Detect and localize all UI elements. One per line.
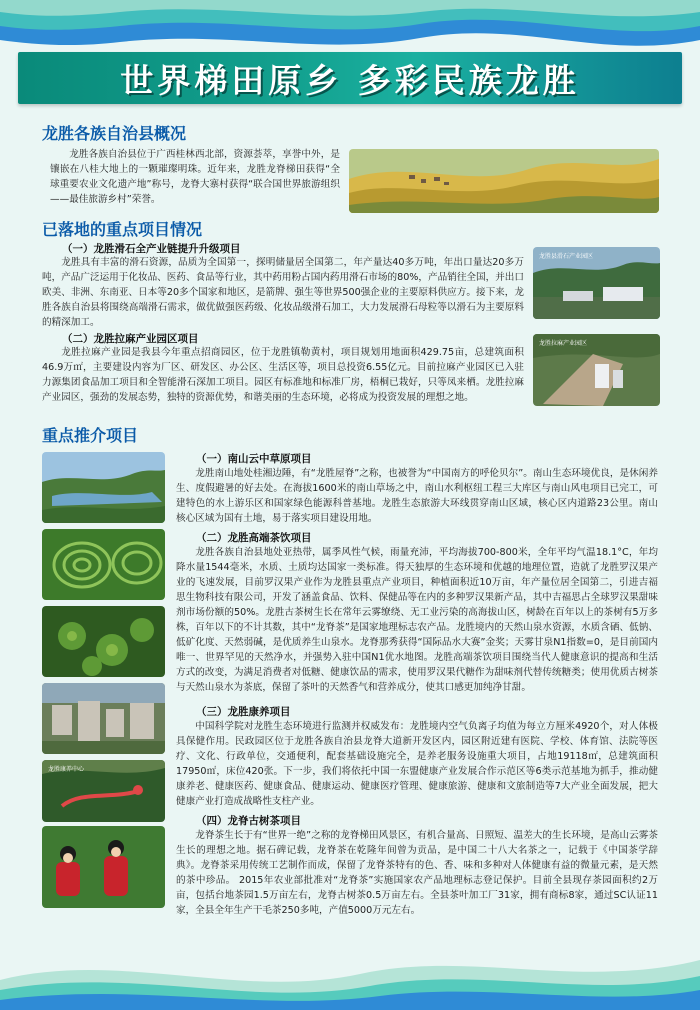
landed-item-text: 龙胜具有丰富的滑石资源，品质为全国第一，探明储量居全国第二，年产量达40多万吨，年出口量达20多万吨，产品广泛运用于化妆品、医药、食品等行业，其中药用粉占国内药用滑石市场的80%，产品销往全国，并出口欧美、非洲、东南亚、日本等20多个国家和地区，是箭牌、强生等世界500强企业的主要原料供应方。接下来，龙胜各族自治县将围绕高端滑石需求，做优做强医药级、化妆品级滑石加工，大力发展滑石母粒等以滑石为主要原料的精深加工。 xyxy=(42,257,524,328)
tea-garden-photo xyxy=(42,529,165,600)
banner-title: 世界梯田原乡 多彩民族龙胜 xyxy=(120,60,580,100)
recommended-item-title: （一）南山云中草原项目 xyxy=(196,453,312,465)
recommended-heading: 重点推介项目 xyxy=(42,426,139,445)
wellness-photo-caption: 龙胜康养中心 xyxy=(48,766,85,773)
town-aerial-photo xyxy=(42,683,165,754)
tea-pickers-photo xyxy=(42,826,165,908)
recommended-item-title: （二）龙胜高端茶饮项目 xyxy=(196,532,312,544)
landed-heading: 已落地的重点项目情况 xyxy=(42,220,203,239)
recommended-item-text: 中国科学院对龙胜生态环境进行监测并权威发布：龙胜境内空气负离子均值为每立方厘米4920个，对人体极具保健作用。民政园区位于龙胜各族自治县龙脊大道新开发区内，园区附近建有医院、学校、体育馆、法院等医疗、文化、行政单位，交通便利，配套基础设施完全，是养老服务设施重大项目，占地19118㎡，总建筑面积17950㎡，床位420张。下一步，我们将依托中国一东盟健康产业发展合作示范区等6类示范基地为抓手，推动健康养老、健康医药、健康食品、健康运动、健康医疗管理、健康旅游、健康和文旅制造等7大产业全面发展，把大健康产业打造成战略性支柱产业。 xyxy=(176,721,658,807)
landed-item-title: （二）龙胜拉麻产业园区项目 xyxy=(62,333,199,345)
overview-photo-terraces xyxy=(349,149,659,213)
bottom-wave-decoration xyxy=(0,930,700,1010)
wellness-center-photo xyxy=(42,760,165,822)
talc-industrial-park-photo xyxy=(533,247,660,319)
talc-photo-caption: 龙胜县滑石产业园区 xyxy=(539,253,594,260)
recommended-item-text: 龙胜南山地处桂湘边陲，有“龙胜屋脊”之称，也被誉为“中国南方的呼伦贝尔”。南山生态环境优良，是休闲养生、度假避暑的好去处。在海拔1600米的南山草场之中，南山水利枢纽工程三大库区与南山风电项目已完工，可建特色的水上游乐区和国家绿色能源科普基地。龙胜生态旅游大环线贯穿南山区域，核心区内道路23公里。南山核心区域为国有土地，易于落实项目建设用地。 xyxy=(176,468,658,524)
landed-item-text: 龙胜拉麻产业园是我县今年重点招商园区，位于龙胜镇勒黄村，项目规划用地面积429.75亩，总建筑面积46.9万㎡，主要建设内容为厂区、研发区、办公区、生活区等，项目总投资6.55亿元。目前拉麻产业园区已入驻力源集团食品加工项目和全智能滑石深加工项目。园区有标准地和标准厂房，梧桐已栽好，只等凤来栖。龙胜拉麻产业园区，强劲的发展态势，独特的资源优势，和谐美丽的生态环境，必将成为投资发展的理想之地。 xyxy=(42,347,524,403)
landed-item-title: （一）龙胜滑石全产业链提升升级项目 xyxy=(62,243,241,255)
overview-heading: 龙胜各族自治县概况 xyxy=(42,124,187,143)
recommended-item-text: 龙脊茶生长于有“世界一绝”之称的龙脊梯田风景区，有机合量高、日照短、温差大的生长环境，是高山云雾茶生长的理想之地。据石碑记载，龙脊茶在乾隆年间曾为贡品，是中国二十八大名茶之一，记载于《中国茶学辞典》。龙脊茶采用传统工艺制作而成，保留了龙脊茶特有的色、香、味和多种对人体健康有益的微量元素，是天然的茶中珍品。 2015年农业部批准对“龙脊茶”实施国家农产品地理标志登记保护。目前全县现存茶园面积约2万亩，包括台地茶园1.5万亩左右，龙脊古树茶0.5万亩左右。全县茶叶加工厂31家，拥有商标8家，通过SC认证11家，全县全年生产干毛茶250多吨，产值5000万元左右。 xyxy=(176,830,658,916)
recommended-item-title: （四）龙脊古树茶项目 xyxy=(196,815,301,827)
luohanguo-fruit-photo xyxy=(42,606,165,677)
nanshan-grassland-photo xyxy=(42,452,165,523)
overview-text: 龙胜各族自治县位于广西桂林西北部，资源荟萃，享誉中外，是镶嵌在八桂大地上的一颗璀璨明珠。近年来，龙胜龙脊梯田获得“全球重要农业文化遗产地”称号，龙脊大寨村获得“联合国世界旅游组织——最佳旅游乡村”荣誉。 xyxy=(50,149,340,205)
lama-photo-caption: 龙胜拉麻产业园区 xyxy=(539,340,588,347)
recommended-item-title: （三）龙胜康养项目 xyxy=(196,706,291,718)
recommended-item-text: 龙胜各族自治县地处亚热带，属季风性气候，雨量充沛，平均海拔700-800米，全年平均气温18.1°C，年均降水量1544毫米，水质、土质均达国家一类标准。得天独厚的生态环境和优越的地理位置，造就了龙胜罗汉果产业的飞速发展，目前罗汉果产业作为龙胜县重点产业项目，种植面积近10万亩，年产量位居全国第二，引进吉福思生物科技有限公司，开发了涵盖食品、饮料、保健品等在内的多种罗汉果新产品，其中吉福思占全球罗汉果甜味剂市场份额的50%。龙胜古茶树生长在常年云雾缭绕、无工业污染的高海拔山区，树龄在百年以上的茶树有5万多株，百年以下的不计其数，其中“龙脊茶”是国家地理标志农产品。龙胜境内的天然山泉水资源，水质含硒、低钠、低矿化度、天然弱碱，是优质养生山泉水。龙脊那秀获得“国际品水大赛”金奖；天雾甘泉N1指数=0，是目前国内唯一、世界罕见的天然净水，并强势入驻中国N1优水地图。龙胜高端茶饮项目围绕当代人健康意识的提高和生活方式的改变，为满足消费者对低糖、健康饮品的需求，使用罗汉果代糖作为甜味剂代替传统糖类；使用优质古树茶与天然山泉水为茶底，保留了茶叶的天然香气和营养成分，使其口感更加纯净甘甜。 xyxy=(176,547,658,693)
lama-industrial-park-photo xyxy=(533,334,660,406)
banner xyxy=(18,52,682,104)
